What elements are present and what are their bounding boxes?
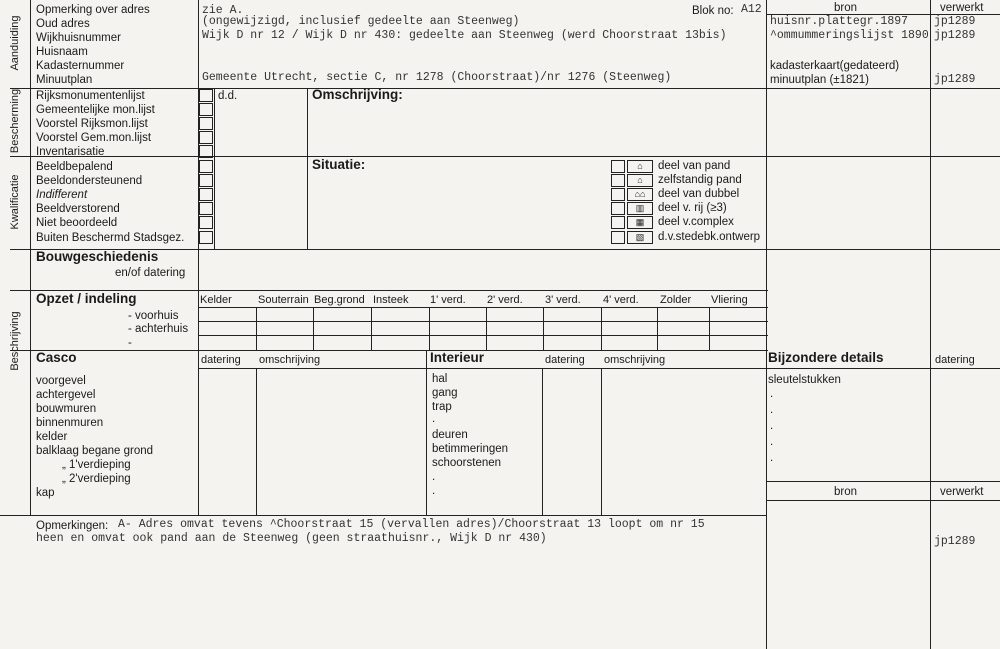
option-zelfstandig-pand: zelfstandig pand (658, 174, 742, 186)
opzet-col-kelder: Kelder (200, 294, 232, 306)
checkbox-voorstel-rijksmon[interactable] (199, 117, 213, 130)
interieur-item: hal (432, 373, 448, 385)
opzet-col-souterrain: Souterrain (258, 294, 309, 306)
opzet-col-insteek: Insteek (373, 294, 409, 306)
deel-v-complex-icon: ▦ (627, 216, 653, 229)
deel-van-dubbel-icon: ⌂⌂ (627, 188, 653, 201)
interieur-item: . (432, 413, 436, 425)
bron-row-1: huisnr.plattegr.1897 (770, 15, 909, 28)
checkbox-inventarisatie[interactable] (199, 145, 213, 158)
opzet-row-achterhuis: - achterhuis (128, 323, 189, 335)
bijzondere-item: . (770, 388, 774, 400)
interieur-datering-header: datering (545, 354, 585, 366)
interieur-item: gang (432, 387, 458, 399)
checkbox-deel-v-rij[interactable] (611, 202, 625, 215)
bijzondere-item: . (770, 452, 774, 464)
checkbox-stedebk-ontwerp[interactable] (611, 231, 625, 244)
side-label-kwalificatie: Kwalificatie (9, 174, 21, 230)
bottom-bron-header: bron (834, 486, 858, 498)
label-beeldondersteunend: Beeldondersteunend (36, 175, 143, 187)
bijzondere-item: . (770, 436, 774, 448)
value-oud-adres: (ongewijzigd, inclusief gedeelte aan Steenweg) (202, 15, 520, 28)
checkbox-beeldverstorend[interactable] (199, 202, 213, 215)
label-huisnaam: Huisnaam (36, 46, 88, 58)
bijzondere-title: Bijzondere details (768, 350, 884, 365)
opzet-title: Opzet / indeling (36, 291, 137, 306)
verwerkt-row-4: jp1289 (934, 73, 976, 86)
bottom-verwerkt-header: verwerkt (940, 486, 984, 498)
option-deel-van-dubbel: deel van dubbel (658, 188, 740, 200)
opzet-col-1-verd: 1' verd. (430, 294, 466, 306)
interieur-item: trap (432, 401, 452, 413)
side-label-beschrijving: Beschrijving (9, 311, 21, 371)
interieur-item: . (432, 471, 436, 483)
label-minuutplan: Minuutplan (36, 74, 93, 86)
blok-value: A12 (741, 3, 762, 16)
interieur-item: betimmeringen (432, 443, 509, 455)
bouwgeschiedenis-sub: en/of datering (115, 267, 186, 279)
checkbox-beeldondersteunend[interactable] (199, 174, 213, 187)
opzet-row-voorhuis: - voorhuis (128, 310, 179, 322)
casco-omschrijving-header: omschrijving (259, 354, 321, 366)
bron-row-2: ^ommummeringslijst 1890 (770, 29, 929, 42)
situatie-label: Situatie: (312, 157, 366, 172)
bijzondere-item: . (770, 420, 774, 432)
opzet-col-2-verd: 2' verd. (487, 294, 523, 306)
checkbox-deel-van-pand[interactable] (611, 160, 625, 173)
opzet-col-3-verd: 3' verd. (545, 294, 581, 306)
label-oud-adres: Oud adres (36, 18, 90, 30)
opmerkingen-line-1: A- Adres omvat tevens ^Choorstraat 15 (vervallen adres)/Choorstraat 13 loopt om nr 15 (118, 518, 705, 531)
casco-item: „ 2'verdieping (62, 473, 131, 485)
option-deel-v-rij: deel v. rij (≥3) (658, 202, 727, 214)
checkbox-zelfstandig-pand[interactable] (611, 174, 625, 187)
casco-item: achtergevel (36, 389, 96, 401)
omschrijving-label: Omschrijving: (312, 87, 403, 102)
interieur-item: . (432, 485, 436, 497)
deel-van-pand-icon: ⌂ (627, 160, 653, 173)
casco-item: bouwmuren (36, 403, 97, 415)
casco-item: kelder (36, 431, 68, 443)
opmerkingen-line-2: heen en omvat ook pand aan de Steenweg (geen straathuisnr., Wijk D nr 430) (36, 532, 547, 545)
bijzondere-item: . (770, 404, 774, 416)
label-buiten-beschermd: Buiten Beschermd Stadsgez. (36, 232, 185, 244)
checkbox-indifferent[interactable] (199, 188, 213, 201)
stedebk-ontwerp-icon: ▧ (627, 231, 653, 244)
label-gemeentelijke-mon: Gemeentelijke mon.lijst (36, 104, 155, 116)
value-opmerking-adres: zie A. (202, 4, 244, 17)
checkbox-buiten-beschermd[interactable] (199, 231, 213, 244)
opzet-col-zolder: Zolder (660, 294, 692, 306)
bron-header: bron (834, 2, 858, 14)
interieur-item: deuren (432, 429, 468, 441)
label-beeldbepalend: Beeldbepalend (36, 161, 113, 173)
deel-v-rij-icon: ▥ (627, 202, 653, 215)
label-niet-beoordeeld: Niet beoordeeld (36, 217, 118, 229)
opmerkingen-verwerkt: jp1289 (934, 535, 976, 548)
checkbox-voorstel-gem-mon[interactable] (199, 131, 213, 144)
checkbox-beeldbepalend[interactable] (199, 160, 213, 173)
verwerkt-header: verwerkt (940, 2, 984, 14)
label-kadasternummer: Kadasternummer (36, 60, 125, 72)
opmerkingen-label: Opmerkingen: (36, 520, 109, 532)
bouwgeschiedenis-title: Bouwgeschiedenis (36, 249, 159, 264)
option-deel-van-pand: deel van pand (658, 160, 731, 172)
side-label-bescherming: Bescherming (9, 88, 21, 154)
interieur-item: schoorstenen (432, 457, 502, 469)
bijzondere-datering-header: datering (935, 354, 975, 366)
casco-title: Casco (36, 350, 77, 365)
casco-item: „ 1'verdieping (62, 459, 131, 471)
dd-label: d.d. (218, 90, 238, 102)
side-label-aanduiding: Aanduiding (9, 15, 21, 71)
opzet-row-empty: - (128, 337, 132, 349)
casco-datering-header: datering (201, 354, 241, 366)
interieur-title: Interieur (430, 350, 485, 365)
casco-item: balklaag begane grond (36, 445, 154, 457)
casco-item: kap (36, 487, 55, 499)
label-indifferent: Indifferent (36, 189, 88, 201)
label-voorstel-gem-mon: Voorstel Gem.mon.lijst (36, 132, 152, 144)
opzet-col-4-verd: 4' verd. (603, 294, 639, 306)
label-inventarisatie: Inventarisatie (36, 146, 105, 158)
bron-row-4: minuutplan (±1821) (770, 74, 870, 86)
label-rijksmonumentenlijst: Rijksmonumentenlijst (36, 90, 145, 102)
verwerkt-row-1: jp1289 (934, 15, 976, 28)
label-beeldverstorend: Beeldverstorend (36, 203, 120, 215)
opzet-col-vliering: Vliering (711, 294, 748, 306)
checkbox-deel-v-complex[interactable] (611, 216, 625, 229)
opzet-col-beg-grond: Beg.grond (314, 294, 365, 306)
label-opmerking-adres: Opmerking over adres (36, 4, 150, 16)
label-wijkhuisnummer: Wijkhuisnummer (36, 32, 121, 44)
option-deel-v-complex: deel v.complex (658, 216, 734, 228)
zelfstandig-pand-icon: ⌂ (627, 174, 653, 187)
value-minuutplan: Gemeente Utrecht, sectie C, nr 1278 (Choorstraat)/nr 1276 (Steenweg) (202, 71, 672, 84)
interieur-omschrijving-header: omschrijving (604, 354, 666, 366)
value-wijkhuisnummer: Wijk D nr 12 / Wijk D nr 430: gedeelte aan Steenweg (werd Choorstraat 13bis) (202, 29, 727, 42)
label-voorstel-rijksmon: Voorstel Rijksmon.lijst (36, 118, 148, 130)
casco-item: voorgevel (36, 375, 86, 387)
checkbox-niet-beoordeeld[interactable] (199, 216, 213, 229)
blok-label: Blok no: (692, 5, 734, 17)
checkbox-gemeentelijke-mon[interactable] (199, 103, 213, 116)
verwerkt-row-2: jp1289 (934, 29, 976, 42)
bijzondere-item: sleutelstukken (768, 374, 841, 386)
bron-row-3: kadasterkaart(gedateerd) (770, 60, 900, 72)
checkbox-deel-van-dubbel[interactable] (611, 188, 625, 201)
option-stedebk-ontwerp: d.v.stedebk.ontwerp (658, 231, 761, 243)
casco-item: binnenmuren (36, 417, 104, 429)
checkbox-rijksmonumentenlijst[interactable] (199, 89, 213, 102)
